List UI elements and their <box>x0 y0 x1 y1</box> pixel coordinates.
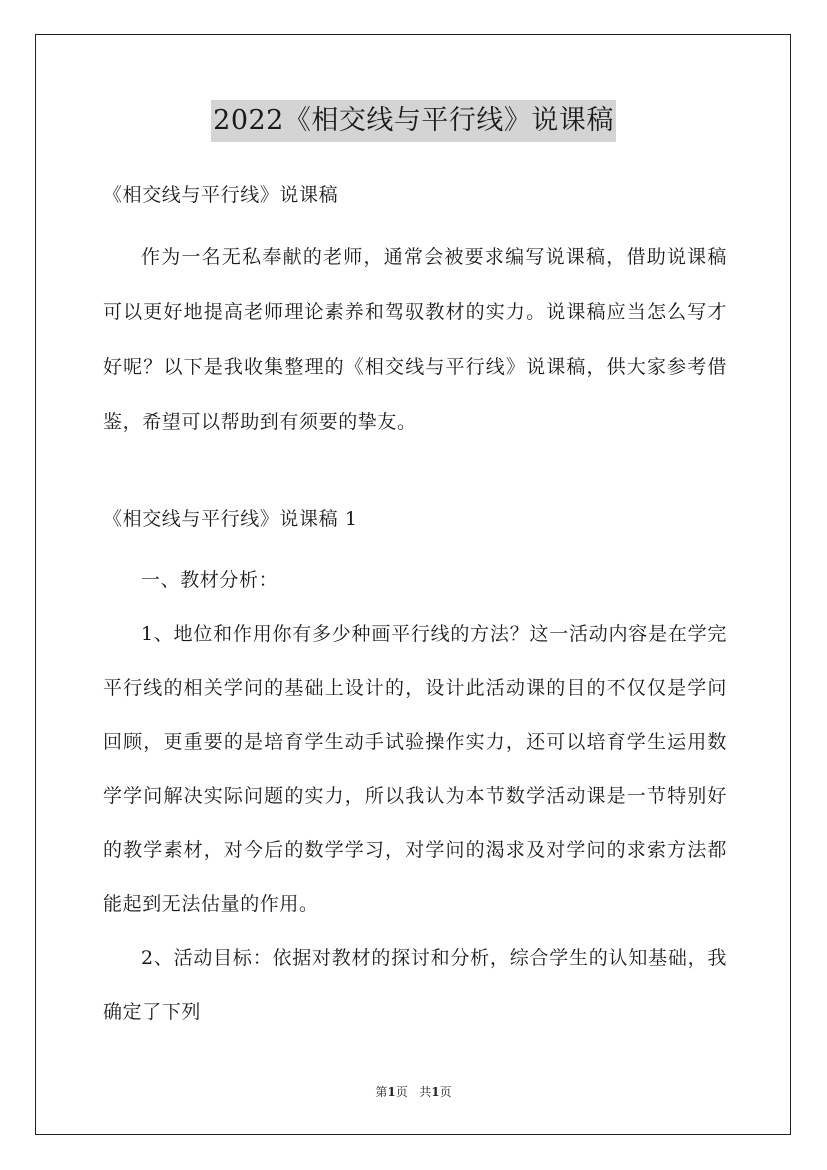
total-label-prefix: 共 <box>419 1085 432 1099</box>
document-title: 2022《相交线与平行线》说课稿 <box>211 100 616 142</box>
page-footer <box>0 1083 827 1101</box>
paragraph-activity-goals: 2、活动目标：依据对教材的探讨和分析，综合学生的认知基础，我确定了下列 <box>103 947 727 1023</box>
page-label-prefix: 第 <box>375 1085 388 1099</box>
total-pages: 1 <box>431 1085 440 1099</box>
section-heading-teaching-analysis: 一、教材分析： <box>141 569 279 591</box>
intro-paragraph: 作为一名无私奉献的老师，通常会被要求编写说课稿，借助说课稿可以更好地提高老师理论素养和驾驭教材的实力。说课稿应当怎么写才好呢？以下是我收集整理的《相交线与平行线》说课稿，供大家参考借鉴，希望可以帮助到有须要的挚友。 <box>103 246 727 433</box>
page-label-suffix: 页 <box>395 1085 408 1099</box>
page-number: 1 <box>387 1085 396 1099</box>
total-label-suffix: 页 <box>439 1085 452 1099</box>
section-body <box>103 553 727 1039</box>
document-title-wrapper <box>0 100 827 142</box>
section-title: 《相交线与平行线》说课稿 1 <box>103 508 358 530</box>
document-subtitle: 《相交线与平行线》说课稿 <box>103 184 339 206</box>
paragraph-position-and-role: 1、地位和作用你有多少种画平行线的方法？这一活动内容是在学完平行线的相关学问的基础上设计的，设计此活动课的目的不仅仅是学问回顾，更重要的是培育学生动手试验操作实力，还可以培育学生运用数学学问解决实际问题的实力，所以我认为本节数学活动课是一节特别好的教学素材，对今后的数学学习，对学问的渴求及对学问的求索方法都能起到无法估量的作用。 <box>103 623 727 915</box>
